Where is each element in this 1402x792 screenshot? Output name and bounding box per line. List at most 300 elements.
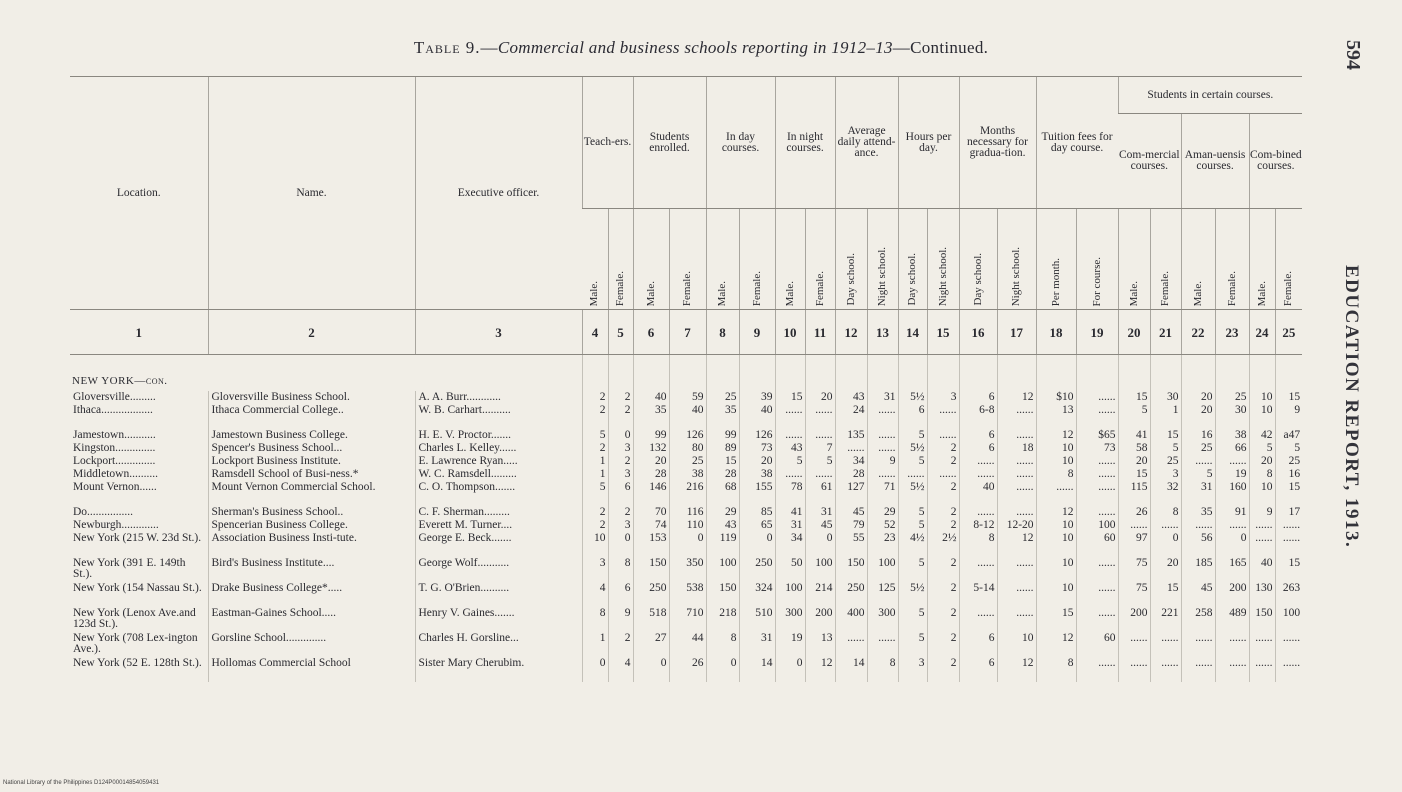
column-number: 10: [775, 310, 805, 355]
value-cell: 2: [608, 455, 633, 468]
value-cell: 216: [669, 481, 706, 506]
value-cell: ......: [775, 468, 805, 481]
title-dash: —: [480, 38, 498, 57]
value-cell: 5: [1275, 442, 1302, 455]
value-cell: ......: [867, 404, 898, 429]
value-cell: 6: [959, 429, 997, 442]
value-cell: 12: [1036, 429, 1076, 442]
value-cell: 3: [608, 468, 633, 481]
value-cell: 43: [775, 442, 805, 455]
value-cell: 99: [706, 429, 739, 442]
value-cell: ......: [835, 632, 867, 657]
value-cell: 52: [867, 519, 898, 532]
value-cell: 150: [1249, 607, 1275, 632]
value-cell: 23: [867, 532, 898, 557]
column-number: 12: [835, 310, 867, 355]
value-cell: 31: [805, 506, 835, 519]
value-cell: 115: [1118, 481, 1150, 506]
value-cell: 45: [805, 519, 835, 532]
value-cell: 58: [1118, 442, 1150, 455]
value-cell: 25: [1181, 442, 1215, 455]
officer-cell: E. Lawrence Ryan.....: [415, 455, 582, 468]
value-cell: 3: [898, 657, 927, 682]
value-cell: ......: [805, 404, 835, 429]
value-cell: 97: [1118, 532, 1150, 557]
value-cell: 110: [669, 519, 706, 532]
value-cell: 160: [1215, 481, 1249, 506]
value-cell: 28: [633, 468, 669, 481]
subheader-female: Female.: [1215, 209, 1249, 310]
header-amanuensis-courses: Aman-uensis courses.: [1181, 114, 1249, 209]
value-cell: 5: [898, 557, 927, 582]
value-cell: 5: [1118, 404, 1150, 429]
value-cell: 1: [1150, 404, 1181, 429]
column-number: 4: [582, 310, 608, 355]
subheader-night-school: Night school.: [997, 209, 1036, 310]
value-cell: 5½: [898, 391, 927, 404]
value-cell: 16: [1181, 429, 1215, 442]
value-cell: ......: [1118, 632, 1150, 657]
column-number: 3: [415, 310, 582, 355]
value-cell: 20: [1249, 455, 1275, 468]
value-cell: 29: [867, 506, 898, 519]
value-cell: 20: [805, 391, 835, 404]
value-cell: 27: [633, 632, 669, 657]
value-cell: 2½: [927, 532, 959, 557]
value-cell: 5: [775, 455, 805, 468]
value-cell: 31: [1181, 481, 1215, 506]
value-cell: 15: [775, 391, 805, 404]
school-name-cell: Bird's Business Institute....: [208, 557, 415, 582]
column-number: 23: [1215, 310, 1249, 355]
column-number: 21: [1150, 310, 1181, 355]
value-cell: 2: [582, 442, 608, 455]
value-cell: ......: [959, 607, 997, 632]
value-cell: 116: [669, 506, 706, 519]
value-cell: 15: [1275, 557, 1302, 582]
value-cell: 2: [927, 632, 959, 657]
subheader-female: Female.: [1275, 209, 1302, 310]
value-cell: 3: [608, 519, 633, 532]
value-cell: 44: [669, 632, 706, 657]
value-cell: 71: [867, 481, 898, 506]
value-cell: ......: [1181, 632, 1215, 657]
value-cell: ......: [1181, 657, 1215, 682]
value-cell: ......: [1150, 657, 1181, 682]
value-cell: 31: [739, 632, 775, 657]
value-cell: 3: [1150, 468, 1181, 481]
value-cell: 200: [1215, 582, 1249, 607]
value-cell: 150: [633, 557, 669, 582]
value-cell: ......: [1181, 455, 1215, 468]
value-cell: ......: [775, 404, 805, 429]
value-cell: 146: [633, 481, 669, 506]
header-tuition-fees: Tuition fees for day course.: [1036, 77, 1118, 209]
officer-cell: Everett M. Turner....: [415, 519, 582, 532]
value-cell: 8: [608, 557, 633, 582]
state-label: NEW YORK—con.: [72, 374, 168, 387]
subheader-day-school: Day school.: [835, 209, 867, 310]
value-cell: 5½: [898, 442, 927, 455]
header-combined-courses: Com-bined courses.: [1249, 114, 1302, 209]
value-cell: 25: [706, 391, 739, 404]
value-cell: 75: [1118, 557, 1150, 582]
header-executive-officer: Executive officer.: [415, 77, 582, 310]
table-body: [70, 355, 1302, 683]
value-cell: ......: [1076, 404, 1118, 429]
value-cell: 12: [997, 657, 1036, 682]
column-number: 19: [1076, 310, 1118, 355]
value-cell: 2: [582, 519, 608, 532]
value-cell: 200: [1118, 607, 1150, 632]
table-row: [70, 506, 1302, 519]
value-cell: ......: [997, 557, 1036, 582]
value-cell: 15: [1275, 481, 1302, 506]
value-cell: 89: [706, 442, 739, 455]
column-number: 16: [959, 310, 997, 355]
value-cell: 12: [1036, 506, 1076, 519]
value-cell: 5-14: [959, 582, 997, 607]
table-row: [70, 455, 1302, 468]
value-cell: 6: [608, 481, 633, 506]
table-row: [70, 557, 1302, 582]
value-cell: ......: [835, 442, 867, 455]
value-cell: 8: [1036, 657, 1076, 682]
value-cell: 6: [959, 442, 997, 455]
table-row: [70, 442, 1302, 455]
location-cell: New York (Lenox Ave.and 123d St.).: [73, 607, 196, 630]
column-number: 22: [1181, 310, 1215, 355]
value-cell: 45: [835, 506, 867, 519]
value-cell: 40: [633, 391, 669, 404]
column-number: 6: [633, 310, 669, 355]
value-cell: 2: [608, 632, 633, 657]
subheader-male: Male.: [633, 209, 669, 310]
subheader-per-month: Per month.: [1036, 209, 1076, 310]
value-cell: 8: [959, 532, 997, 557]
value-cell: 61: [805, 481, 835, 506]
value-cell: 300: [867, 607, 898, 632]
location-cell: New York (52 E. 128th St.).: [73, 657, 202, 669]
value-cell: 5: [1150, 442, 1181, 455]
value-cell: 42: [1249, 429, 1275, 442]
value-cell: 31: [867, 391, 898, 404]
table-row: [70, 481, 1302, 506]
schools-table-wrapper: [70, 76, 1302, 733]
header-night-courses: In night courses.: [775, 77, 835, 209]
value-cell: 15: [1036, 607, 1076, 632]
value-cell: 15: [1118, 391, 1150, 404]
value-cell: ......: [1076, 607, 1118, 632]
value-cell: 73: [1076, 442, 1118, 455]
value-cell: 38: [669, 468, 706, 481]
value-cell: 221: [1150, 607, 1181, 632]
page-number: 594: [1342, 40, 1364, 70]
value-cell: 1: [582, 632, 608, 657]
header-teachers: Teach-ers.: [582, 77, 633, 209]
value-cell: 132: [633, 442, 669, 455]
value-cell: 35: [706, 404, 739, 429]
value-cell: 10: [1036, 455, 1076, 468]
value-cell: 10: [1036, 519, 1076, 532]
header-name: Name.: [208, 77, 415, 310]
value-cell: ......: [1076, 455, 1118, 468]
value-cell: 2: [608, 404, 633, 429]
column-number: 20: [1118, 310, 1150, 355]
value-cell: 2: [927, 442, 959, 455]
value-cell: ......: [1181, 519, 1215, 532]
school-name-cell: Spencer's Business School...: [208, 442, 415, 455]
value-cell: ......: [805, 468, 835, 481]
value-cell: 20: [633, 455, 669, 468]
value-cell: 78: [775, 481, 805, 506]
value-cell: 70: [633, 506, 669, 519]
officer-cell: W. B. Carhart..........: [415, 404, 582, 429]
location-cell: Lockport..............: [73, 455, 156, 467]
value-cell: 30: [1150, 391, 1181, 404]
value-cell: ......: [867, 632, 898, 657]
title-lead: Table 9.: [413, 38, 481, 57]
value-cell: 5: [898, 632, 927, 657]
subheader-male: Male.: [582, 209, 608, 310]
value-cell: ......: [927, 404, 959, 429]
value-cell: 56: [1181, 532, 1215, 557]
value-cell: 20: [1150, 557, 1181, 582]
column-number: 25: [1275, 310, 1302, 355]
value-cell: 12: [997, 532, 1036, 557]
value-cell: 5: [898, 455, 927, 468]
location-cell: Middletown..........: [73, 468, 158, 480]
value-cell: 41: [775, 506, 805, 519]
column-number: 18: [1036, 310, 1076, 355]
value-cell: 35: [633, 404, 669, 429]
officer-cell: C. F. Sherman.........: [415, 506, 582, 519]
column-number: 11: [805, 310, 835, 355]
value-cell: ......: [1076, 481, 1118, 506]
value-cell: ......: [1076, 391, 1118, 404]
value-cell: 510: [739, 607, 775, 632]
value-cell: 34: [775, 532, 805, 557]
value-cell: 5½: [898, 582, 927, 607]
value-cell: 324: [739, 582, 775, 607]
value-cell: 12: [805, 657, 835, 682]
value-cell: 2: [927, 557, 959, 582]
value-cell: 32: [1150, 481, 1181, 506]
value-cell: ......: [1275, 632, 1302, 657]
value-cell: 214: [805, 582, 835, 607]
value-cell: 9: [867, 455, 898, 468]
value-cell: 10: [1249, 404, 1275, 429]
school-name-cell: Ithaca Commercial College..: [208, 404, 415, 429]
value-cell: 25: [1150, 455, 1181, 468]
table-row: [70, 532, 1302, 557]
location-cell: Do................: [73, 506, 134, 518]
value-cell: ......: [997, 468, 1036, 481]
value-cell: 8: [1150, 506, 1181, 519]
value-cell: 41: [1118, 429, 1150, 442]
value-cell: ......: [1215, 455, 1249, 468]
value-cell: 9: [1249, 506, 1275, 519]
value-cell: 185: [1181, 557, 1215, 582]
value-cell: 9: [608, 607, 633, 632]
value-cell: 5: [898, 607, 927, 632]
value-cell: ......: [1150, 632, 1181, 657]
footer-credit: National Library of the Philippines D124P00014854059431: [3, 780, 160, 786]
school-name-cell: Association Business Insti-tute.: [208, 532, 415, 557]
value-cell: 7: [805, 442, 835, 455]
value-cell: 0: [1215, 532, 1249, 557]
school-name-cell: Drake Business College*.....: [208, 582, 415, 607]
value-cell: ......: [927, 429, 959, 442]
value-cell: ......: [867, 429, 898, 442]
value-cell: 0: [805, 532, 835, 557]
value-cell: 2: [927, 582, 959, 607]
value-cell: 0: [706, 657, 739, 682]
value-cell: 518: [633, 607, 669, 632]
value-cell: 258: [1181, 607, 1215, 632]
value-cell: 13: [805, 632, 835, 657]
value-cell: 5: [898, 519, 927, 532]
header-students-enrolled: Students enrolled.: [633, 77, 706, 209]
column-number: 9: [739, 310, 775, 355]
value-cell: ......: [1249, 632, 1275, 657]
officer-cell: T. G. O'Brien..........: [415, 582, 582, 607]
value-cell: 5: [582, 429, 608, 442]
value-cell: 8: [706, 632, 739, 657]
subheader-male: Male.: [706, 209, 739, 310]
value-cell: 43: [835, 391, 867, 404]
value-cell: 12: [1036, 632, 1076, 657]
value-cell: 150: [706, 582, 739, 607]
value-cell: 40: [669, 404, 706, 429]
value-cell: ......: [1076, 582, 1118, 607]
value-cell: 20: [739, 455, 775, 468]
value-cell: 5: [898, 429, 927, 442]
school-name-cell: Hollomas Commercial School: [208, 657, 415, 682]
value-cell: ......: [1275, 532, 1302, 557]
value-cell: 16: [1275, 468, 1302, 481]
value-cell: ......: [1118, 519, 1150, 532]
value-cell: 20: [1118, 455, 1150, 468]
value-cell: 40: [1249, 557, 1275, 582]
value-cell: ......: [1118, 657, 1150, 682]
header-hours-per-day: Hours per day.: [898, 77, 959, 209]
table-row: [70, 607, 1302, 632]
value-cell: ......: [1249, 657, 1275, 682]
state-row: [70, 355, 1302, 392]
value-cell: ......: [997, 481, 1036, 506]
subheader-female: Female.: [739, 209, 775, 310]
value-cell: 0: [608, 532, 633, 557]
school-name-cell: Lockport Business Institute.: [208, 455, 415, 468]
value-cell: ......: [1076, 657, 1118, 682]
subheader-female: Female.: [1150, 209, 1181, 310]
value-cell: 150: [835, 557, 867, 582]
value-cell: 5: [805, 455, 835, 468]
officer-cell: Sister Mary Cherubim.: [415, 657, 582, 682]
value-cell: 100: [1275, 607, 1302, 632]
value-cell: 127: [835, 481, 867, 506]
value-cell: ......: [1215, 657, 1249, 682]
header-months-graduation: Months necessary for gradua-tion.: [959, 77, 1036, 209]
value-cell: 250: [633, 582, 669, 607]
title-tail: —Continued.: [892, 38, 989, 57]
value-cell: ......: [867, 468, 898, 481]
value-cell: 5: [898, 506, 927, 519]
value-cell: 100: [867, 557, 898, 582]
subheader-night-school: Night school.: [927, 209, 959, 310]
officer-cell: H. E. V. Proctor.......: [415, 429, 582, 442]
officer-cell: W. C. Ramsdell.........: [415, 468, 582, 481]
header-day-courses: In day courses.: [706, 77, 775, 209]
value-cell: 5½: [898, 481, 927, 506]
value-cell: 710: [669, 607, 706, 632]
value-cell: 4½: [898, 532, 927, 557]
value-cell: 2: [582, 506, 608, 519]
value-cell: 65: [739, 519, 775, 532]
value-cell: ......: [1249, 519, 1275, 532]
value-cell: ......: [1036, 481, 1076, 506]
value-cell: 300: [775, 607, 805, 632]
value-cell: 0: [739, 532, 775, 557]
value-cell: 66: [1215, 442, 1249, 455]
value-cell: $10: [1036, 391, 1076, 404]
value-cell: 4: [608, 657, 633, 682]
value-cell: 119: [706, 532, 739, 557]
value-cell: 99: [633, 429, 669, 442]
value-cell: 28: [706, 468, 739, 481]
subheader-day-school: Day school.: [898, 209, 927, 310]
value-cell: 263: [1275, 582, 1302, 607]
officer-cell: Charles L. Kelley......: [415, 442, 582, 455]
value-cell: 10: [1036, 532, 1076, 557]
value-cell: ......: [867, 442, 898, 455]
value-cell: 100: [805, 557, 835, 582]
table-row: [70, 391, 1302, 404]
subheader-female: Female.: [669, 209, 706, 310]
subheader-male: Male.: [1181, 209, 1215, 310]
value-cell: 26: [669, 657, 706, 682]
running-head: EDUCATION REPORT, 1913.: [1341, 265, 1362, 549]
column-number: 7: [669, 310, 706, 355]
value-cell: 2: [927, 506, 959, 519]
location-cell: New York (215 W. 23d St.).: [73, 532, 202, 544]
value-cell: 538: [669, 582, 706, 607]
location-cell: New York (708 Lex-ington Ave.).: [73, 632, 198, 655]
schools-table: [70, 77, 1302, 682]
value-cell: ......: [775, 429, 805, 442]
title-body: Commercial and business schools reporting in 1912–13: [497, 38, 893, 57]
value-cell: 17: [1275, 506, 1302, 519]
value-cell: 100: [775, 582, 805, 607]
officer-cell: A. A. Burr............: [415, 391, 582, 404]
subheader-male: Male.: [1118, 209, 1150, 310]
value-cell: ......: [1076, 468, 1118, 481]
value-cell: 31: [775, 519, 805, 532]
value-cell: 18: [997, 442, 1036, 455]
value-cell: 0: [775, 657, 805, 682]
value-cell: 10: [1249, 391, 1275, 404]
value-cell: 12: [997, 391, 1036, 404]
column-number: 8: [706, 310, 739, 355]
value-cell: 34: [835, 455, 867, 468]
officer-cell: George Wolf...........: [415, 557, 582, 582]
value-cell: 153: [633, 532, 669, 557]
value-cell: 25: [1275, 455, 1302, 468]
value-cell: ......: [997, 582, 1036, 607]
value-cell: 68: [706, 481, 739, 506]
value-cell: 15: [1150, 582, 1181, 607]
